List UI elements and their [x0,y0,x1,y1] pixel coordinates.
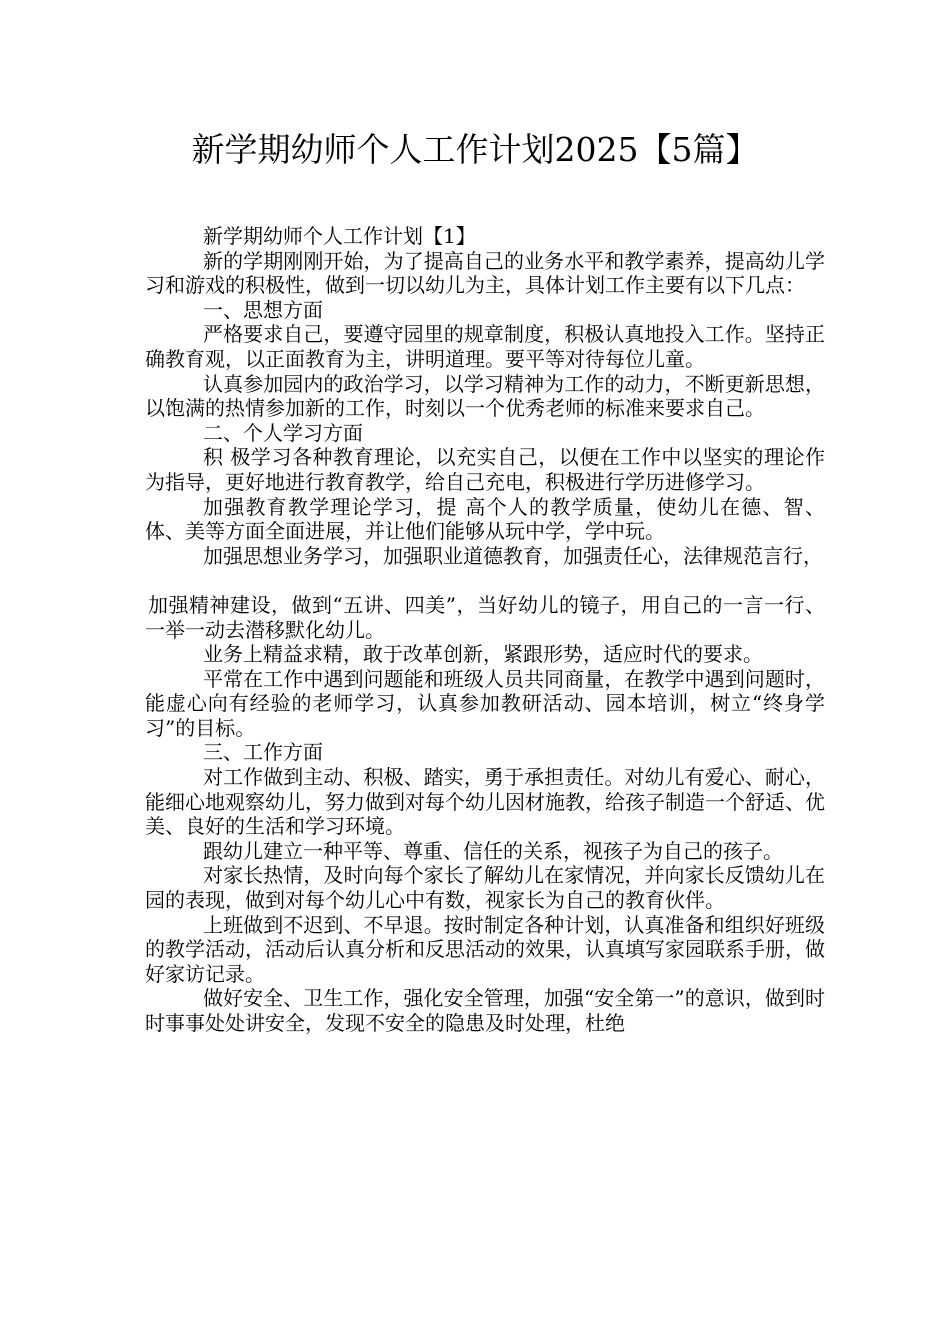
paragraph: 对工作做到主动、积极、踏实，勇于承担责任。对幼儿有爱心、耐心，能细心地观察幼儿，努力做到对每个幼儿因材施教，给孩子制造一个舒适、优美、良好的生活和学习环境。 [145,765,825,839]
paragraph: 做好安全、卫生工作，强化安全管理，加强“安全第一”的意识，做到时时事事处处讲安全，发现不安全的隐患及时处理，杜绝 [145,986,825,1035]
paragraph: 平常在工作中遇到问题能和班级人员共同商量，在教学中遇到问题时，能虚心向有经验的老师学习，认真参加教研活动、园本培训，树立“终身学习”的目标。 [145,666,825,740]
paragraph: 加强思想业务学习，加强职业道德教育，加强责任心，法律规范言行， [203,543,823,568]
paragraph: 上班做到不迟到、不早退。按时制定各种计划，认真准备和组织好班级的教学活动，活动后认真分析和反思活动的效果，认真填写家园联系手册，做好家访记录。 [145,912,825,986]
paragraph: 加强教育教学理论学习，提 高个人的教学质量，使幼儿在德、智、体、美等方面全面进展，并让他们能够从玩中学，学中玩。 [145,494,825,544]
section-heading: 一、思想方面 [203,297,323,322]
paragraph: 新的学期刚刚开始，为了提高自己的业务水平和教学素养，提高幼儿学习和游戏的积极性，做到一切以幼儿为主，具体计划工作主要有以下几点： [145,248,825,298]
blank-line [145,568,825,593]
document-body [145,224,825,1036]
paragraph: 认真参加园内的政治学习，以学习精神为工作的动力，不断更新思想，以饱满的热情参加新的工作，时刻以一个优秀老师的标准来要求自己。 [145,371,825,421]
page-title: 新学期幼师个人工作计划2025【5篇】 [191,130,759,169]
paragraph: 业务上精益求精，敢于改革创新，紧跟形势，适应时代的要求。 [203,642,763,667]
section-heading: 新学期幼师个人工作计划【1】 [203,224,476,248]
paragraph: 对家长热情，及时向每个家长了解幼儿在家情况，并向家长反馈幼儿在园的表现，做到对每个幼儿心中有数，视家长为自己的教育伙伴。 [145,863,825,913]
section-heading: 二、个人学习方面 [203,420,363,445]
section-heading: 三、工作方面 [203,740,323,765]
paragraph: 加强精神建设，做到“五讲、四美”，当好幼儿的镜子，用自己的一言一行、一举一动去潜移默化幼儿。 [145,592,825,642]
paragraph: 跟幼儿建立一种平等、尊重、信任的关系，视孩子为自己的孩子。 [203,838,783,863]
paragraph: 严格要求自己，要遵守园里的规章制度，积极认真地投入工作。坚持正确教育观，以正面教育为主，讲明道理。要平等对待每位儿童。 [145,322,825,371]
paragraph: 积 极学习各种教育理论，以充实自己，以便在工作中以坚实的理论作为指导，更好地进行教育教学，给自己充电，积极进行学历进修学习。 [145,445,825,494]
